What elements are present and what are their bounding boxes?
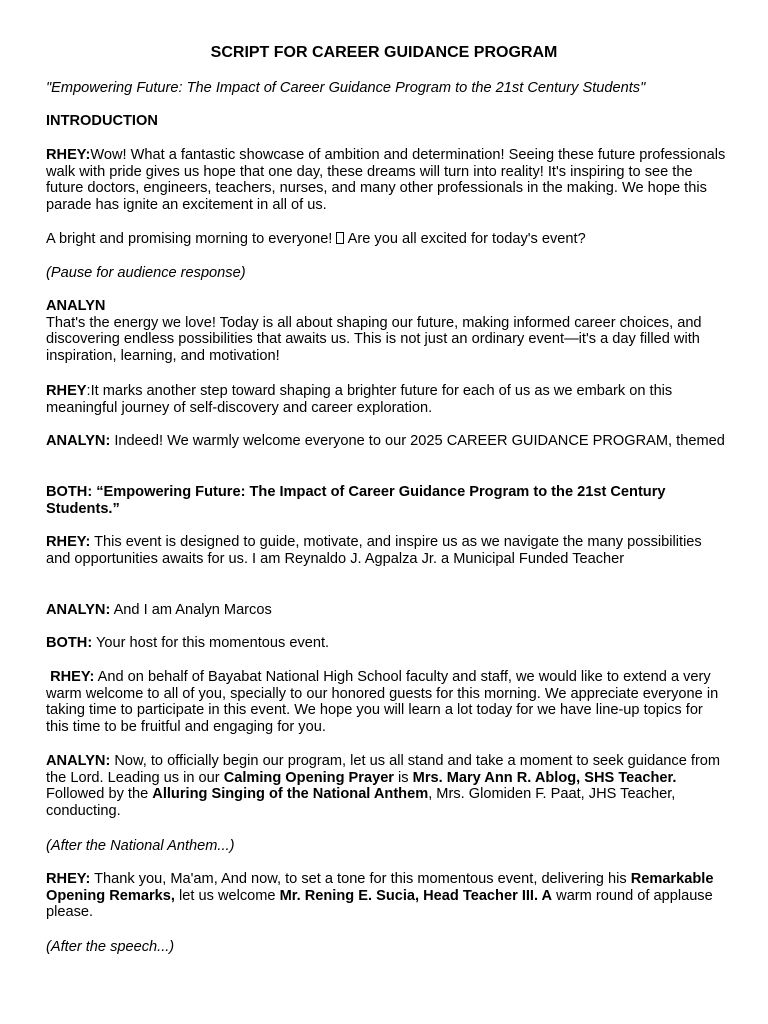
paragraph-analyn-prayer	[46, 753, 726, 819]
document-title: SCRIPT FOR CAREER GUIDANCE PROGRAM	[210, 44, 558, 61]
paragraph-text: warm round of applause please.	[46, 887, 713, 921]
program-part: Remarkable Opening Remarks,	[46, 871, 714, 904]
person-name: Mr. Rening E. Sucia, Head Teacher III. A	[279, 887, 553, 904]
paragraph-text: Wow! What a fantastic showcase of ambition and determination! Seeing these future professionals walk with pride gives us hope that one day, these dreams will turn into reality! It's inspiring to see the future doctors, engineers, teachers, nurses, and many other professionals in the making. We hope this parade has ignite an excitement in all of us.	[46, 147, 726, 213]
paragraph-text: Thank you, Ma'am, And now, to set a tone for this momentous event, delivering his	[90, 871, 631, 887]
paragraph-text: Indeed! We warmly welcome everyone to our 2025 CAREER GUIDANCE PROGRAM, themed	[110, 433, 725, 449]
speaker-label: BOTH:	[46, 635, 93, 651]
stage-direction: (After the speech...)	[46, 939, 175, 955]
stage-direction: (After the National Anthem...)	[46, 838, 235, 854]
speaker-label: ANALYN:	[46, 602, 111, 618]
paragraph-analyn-energy	[46, 298, 726, 364]
paragraph-text: let us welcome	[174, 887, 280, 904]
program-part: Alluring Singing of the National Anthem	[152, 786, 429, 803]
program-part: Calming Opening Prayer	[223, 769, 394, 786]
paragraph-text: BOTH: “Empowering Future: The Impact of Career Guidance Program to the 21st Century Students.”	[46, 484, 666, 517]
paragraph-rhey-opening	[46, 147, 726, 213]
paragraph-text: Are you all excited for today's event?	[344, 231, 586, 247]
paragraph-rhey-journey	[46, 383, 726, 416]
paragraph-both-theme	[46, 484, 726, 517]
paragraph-text: Your host for this momentous event.	[92, 635, 330, 651]
paragraph-both-host	[46, 635, 726, 652]
paragraph-text: is	[394, 769, 413, 786]
speaker-label: ANALYN:	[46, 753, 111, 769]
speaker-label: ANALYN:	[46, 433, 111, 449]
person-name: Mrs. Mary Ann R. Ablog, SHS Teacher.	[412, 769, 677, 786]
paragraph-text: Followed by the	[46, 786, 153, 803]
section-heading-text: INTRODUCTION	[46, 113, 158, 129]
paragraph-rhey-remarks	[46, 871, 726, 921]
paragraph-greeting	[46, 231, 726, 248]
speaker-label: ANALYN	[46, 298, 106, 314]
paragraph-text: That's the energy we love! Today is all about shaping our future, making informed career choices, and discovering endless possibilities that awaits us. This is not just an ordinary event—it's a day filled with inspiration, learning, and motivation!	[46, 314, 702, 364]
speaker-label: RHEY:	[50, 669, 95, 685]
paragraph-analyn-welcome	[46, 433, 726, 450]
paragraph-text: Now, to officially begin our program, let us all stand and take a moment to seek guidance from the Lord. Leading us in our	[46, 753, 721, 786]
document-subtitle: "Empowering Future: The Impact of Career Guidance Program to the 21st Century Students"	[46, 80, 646, 96]
paragraph-text: This event is designed to guide, motivate, and inspire us as we navigate the many possibilities and opportunities awaits for us. I am Reynaldo J. Agpalza Jr. a Municipal Funded Teacher	[46, 534, 702, 567]
paragraph-text: And I am Analyn Marcos	[110, 602, 272, 618]
speaker-label: RHEY:	[46, 147, 91, 163]
section-heading	[46, 113, 726, 130]
speaker-label: RHEY	[46, 383, 87, 399]
paragraph-text: , Mrs. Glomiden F. Paat, JHS Teacher, conducting.	[46, 786, 676, 819]
speaker-label: RHEY:	[46, 871, 91, 887]
paragraph-rhey-intro	[46, 534, 726, 567]
paragraph-text: A bright and promising morning to everyone!	[46, 231, 337, 247]
paragraph-text: :It marks another step toward shaping a brighter future for each of us as we embark on this meaningful journey of self-discovery and career exploration.	[46, 383, 673, 416]
paragraph-text: And on behalf of Bayabat National High School faculty and staff, we would like to extend a very warm welcome to all of you, specially to our honored guests for this morning. We appreciate everyone in taking time to participate in this event. We hope you will learn a lot today for we have line-up topics for this time to be fruitful and engaging for you.	[46, 669, 719, 735]
speaker-label: RHEY:	[46, 534, 91, 550]
paragraph-analyn-intro	[46, 602, 726, 619]
stage-direction: (Pause for audience response)	[46, 265, 246, 281]
paragraph-rhey-behalf	[46, 669, 726, 735]
